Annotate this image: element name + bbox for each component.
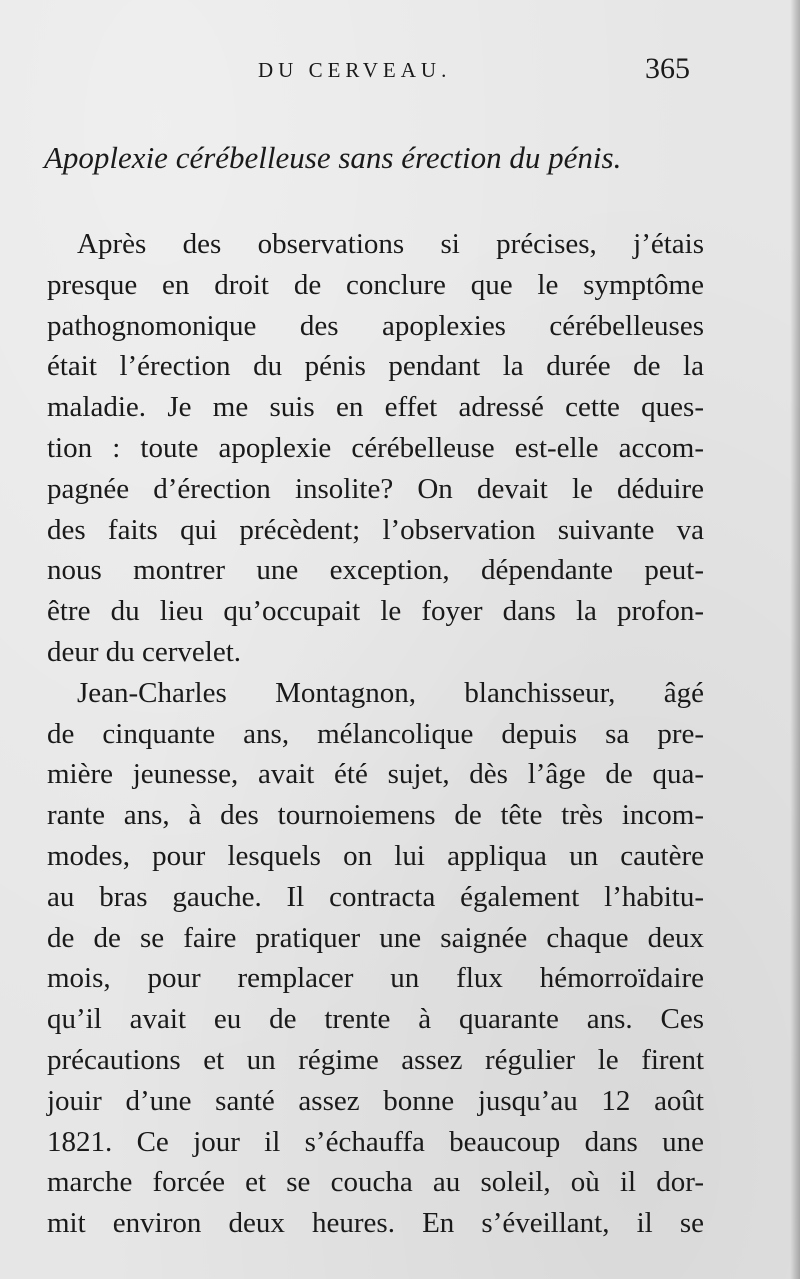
text-line: mière jeunesse, avait été sujet, dès l’âge de qua- [47, 758, 704, 791]
text-line: maladie. Je me suis en effet adressé cette ques- [47, 391, 704, 424]
text-line: tion : toute apoplexie cérébelleuse est-elle accom- [47, 431, 704, 464]
section-title: Apoplexie cérébelleuse sans érection du pénis. [44, 140, 622, 175]
text-line: qu’il avait eu de trente à quarante ans. Ces [47, 1003, 704, 1036]
text-line: modes, pour lesquels on lui appliqua un cautère [47, 839, 704, 872]
text-line: deur du cervelet. [47, 635, 242, 668]
text-line: des faits qui précèdent; l’observation suivante va [47, 513, 704, 546]
text-line: au bras gauche. Il contracta également l’habitu- [47, 880, 704, 913]
page-number: 365 [645, 52, 690, 85]
text-line: était l’érection du pénis pendant la durée de la [47, 350, 704, 383]
text-line: être du lieu qu’occupait le foyer dans la profon- [47, 595, 704, 628]
page-edge-shadow [790, 0, 800, 1279]
text-line: presque en droit de conclure que le symptôme [47, 268, 704, 301]
text-line: rante ans, à des tournoiemens de tête très incom- [47, 799, 704, 832]
text-line: pathognomonique des apoplexies cérébelleuses [47, 309, 704, 342]
paragraph-1 [47, 224, 704, 673]
text-line: mit environ deux heures. En s’éveillant, il se [47, 1207, 704, 1240]
text-line: marche forcée et se coucha au soleil, où il dor- [47, 1166, 704, 1199]
page-header [0, 52, 800, 92]
text-line: Jean-Charles Montagnon, blanchisseur, âgé [77, 676, 704, 709]
text-line: mois, pour remplacer un flux hémorroïdaire [47, 962, 704, 995]
text-line: précautions et un régime assez régulier le firent [47, 1043, 704, 1076]
text-line: nous montrer une exception, dépendante peut- [47, 554, 704, 587]
paragraph-2 [47, 673, 704, 1244]
text-line: jouir d’une santé assez bonne jusqu’au 12 août [47, 1084, 704, 1117]
text-line: de de se faire pratiquer une saignée chaque deux [47, 921, 704, 954]
running-head: DU CERVEAU. [258, 58, 452, 82]
text-line: Après des observations si précises, j’étais [77, 228, 704, 260]
text-line: pagnée d’érection insolite? On devait le déduire [47, 472, 704, 505]
text-line: 1821. Ce jour il s’échauffa beaucoup dans une [47, 1125, 704, 1158]
body-text [47, 224, 704, 1244]
text-line: de cinquante ans, mélancolique depuis sa pre- [47, 717, 704, 750]
